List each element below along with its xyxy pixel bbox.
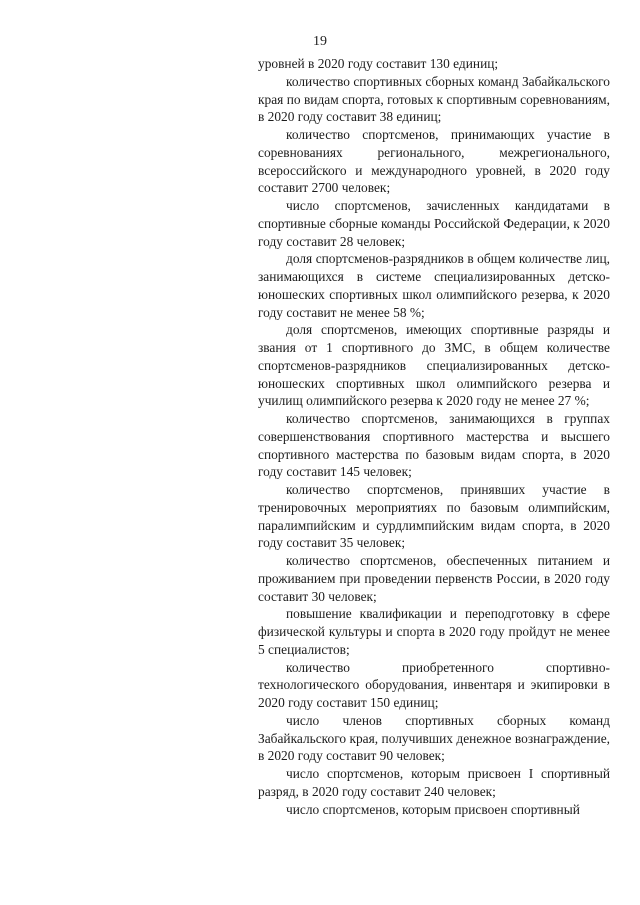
paragraph: число спортсменов, которым присвоен I спортивный разряд, в 2020 году составит 240 человек; [258, 766, 610, 799]
paragraph: количество спортсменов, занимающихся в группах совершенствования спортивного мастерства и высшего спортивного мастерства по базовым видам спорта, в 2020 году составит 145 человек; [258, 411, 610, 480]
paragraph: количество спортсменов, принявших участие в тренировочных мероприятиях по базовым олимпийским, паралимпийским и сурдлимпийским видам спорта, в 2020 году составит 35 человек; [258, 482, 610, 551]
page-number: 19 [313, 34, 327, 49]
paragraph: доля спортсменов-разрядников в общем количестве лиц, занимающихся в системе специализированных детско-юношеских спортивных школ олимпийского резерва, к 2020 году составит не менее 58 %; [258, 251, 610, 320]
paragraph: число спортсменов, которым присвоен спортивный [286, 801, 580, 817]
paragraph: число членов спортивных сборных команд Забайкальского края, получивших денежное вознаграждение, в 2020 году составит 90 человек; [258, 712, 610, 764]
paragraph: уровней в 2020 году составит 130 единиц; [258, 56, 499, 71]
paragraph: число спортсменов, зачисленных кандидатами в спортивные сборные команды Российской Федерации, к 2020 году составит 28 человек; [258, 198, 610, 249]
paragraph: количество приобретенного спортивно-технологического оборудования, инвентаря и экипировки в 2020 году составит 150 единиц; [258, 659, 610, 710]
paragraph: повышение квалификации и переподготовку в сфере физической культуры и спорта в 2020 году пройдут не менее 5 специалистов; [258, 606, 610, 657]
document-body [258, 55, 610, 818]
paragraph: количество спортсменов, обеспеченных питанием и проживанием при проведении первенств России, в 2020 году составит 30 человек; [258, 553, 610, 604]
paragraph: количество спортсменов, принимающих участие в соревнованиях регионального, межрегионального, всероссийского и международного уровней, в 2020 году составит 2700 человек; [258, 127, 610, 196]
paragraph: количество спортивных сборных команд Забайкальского края по видам спорта, готовых к спортивным соревнованиям, в 2020 году составит 38 единиц; [258, 73, 610, 125]
paragraph: доля спортсменов, имеющих спортивные разряды и звания от 1 спортивного до ЗМС, в общем количестве спортсменов-разрядников специализированных детско-юношеских спортивных школ олимпийского резерва и училищ олимпийского резерва к 2020 году не менее 27 %; [258, 322, 610, 409]
